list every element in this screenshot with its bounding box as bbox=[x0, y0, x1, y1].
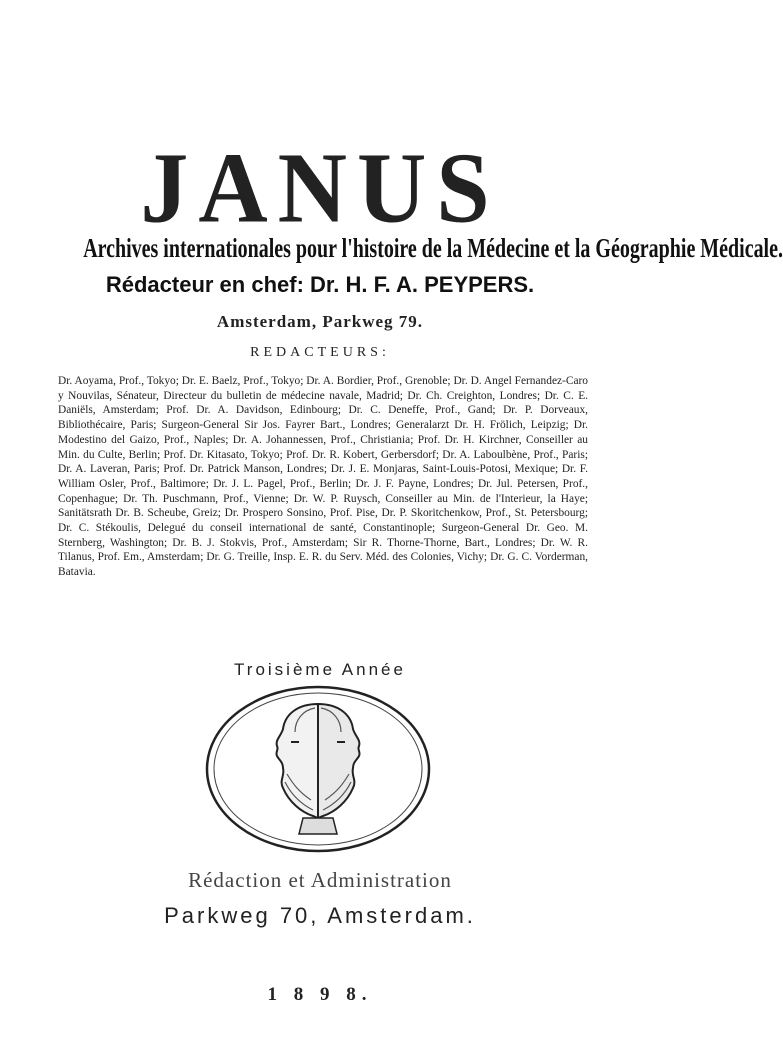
redacteurs-heading: REDACTEURS: bbox=[250, 345, 390, 360]
redacteurs-list: Dr. Aoyama, Prof., Tokyo; Dr. E. Baelz, Prof., Tokyo; Dr. A. Bordier, Prof., Grenoble; Dr. D. Angel Fernandez-Caro y Nouvilas, Sénateur, Directeur du bulletin de médecine navale, Madrid; Dr. Ch. Creighton, Londres; Dr. C. E. Daniëls, Amsterdam; Prof. Dr. A. Davidson, Edinbourg; Dr. C. Deneffe, Prof., Gand; Dr. P. Dorveaux, Bibliothécaire, Paris; Surgeon-General Sir Jos. Fayrer Bart., Londres; Generalarzt Dr. H. Frölich, Leipzig; Dr. Modestino del Gaizo, Prof., Naples; Dr. A. Johannessen, Prof., Christiania; Prof. Dr. H. Kirchner, Conseiller au Min. du Culte, Berlin; Prof. Dr. Kitasato, Tokyo; Prof. Dr. R. Kobert, Gerbersdorf; Dr. A. Laboulbène, Prof., Paris; Dr. A. Laveran, Paris; Prof. Dr. Patrick Manson, Londres; Dr. J. E. Monjaras, Saint-Louis-Potosi, Mexique; Dr. F. William Osler, Prof., Baltimore; Dr. J. L. Pagel, Prof., Berlin; Dr. J. F. Payne, Londres; Dr. Jul. Petersen, Prof., Copenhague; Dr. Th. Puschmann, Prof., Vienne; Dr. W. P. Ruysch, Conseiller au Min. de l'Interieur, la Haye; Sanitätsrath Dr. B. Scheube, Greiz; Dr. Prospero Sonsino, Prof. Pise, Dr. P. Skoritchenkow, Prof., St. Petersbourg; Dr. C. Stékoulis, Delegué du conseil international de santé, Constantinople; Surgeon-General Dr. Geo. M. Sternberg, Washington; Dr. B. J. Stokvis, Prof., Amsterdam; Sir R. Thorne-Thorne, Bart., Londres; Dr. W. R. Tilanus, Prof. Em., Amsterdam; Dr. G. Treille, Insp. E. R. du Serv. Méd. des Colonies, Vichy; Dr. G. C. Vorderman, Batavia. bbox=[58, 375, 588, 579]
editor-in-chief: Rédacteur en chef: Dr. H. F. A. PEYPERS. bbox=[105, 272, 535, 297]
administration-address: Parkweg 70, Amsterdam. bbox=[164, 903, 476, 928]
journal-title: JANUS bbox=[140, 131, 500, 244]
janus-medallion-icon bbox=[203, 684, 433, 854]
publication-year: 1 8 9 8. bbox=[267, 984, 373, 1005]
publication-place: Amsterdam, Parkweg 79. bbox=[216, 312, 424, 331]
journal-subtitle: Archives internationales pour l'histoire de la Médecine et la Géographie Médicale. bbox=[83, 233, 783, 263]
edition-label: Troisième Année bbox=[234, 660, 406, 679]
administration-heading: Rédaction et Administration bbox=[188, 868, 452, 892]
